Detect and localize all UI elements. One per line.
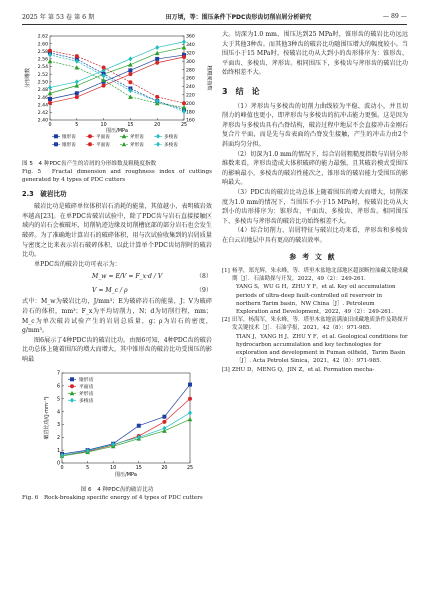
equation-body: M_w = E/V = F_x·d / V — [92, 272, 163, 280]
y2-tick-label: 220 — [186, 93, 195, 99]
legend-marker — [156, 134, 160, 139]
running-header — [22, 10, 407, 22]
series-line — [50, 61, 184, 107]
ref-tag: [3] — [222, 366, 230, 373]
y-tick-label: 6 — [56, 384, 60, 390]
legend-label: 多棱齿 — [79, 398, 94, 404]
data-point — [155, 95, 159, 99]
figure-6 — [22, 369, 212, 485]
y-tick-label: 2.42 — [37, 111, 48, 117]
x-tick-label: 5 — [75, 123, 79, 128]
data-point — [188, 410, 192, 415]
legend-label: 平面齿 — [79, 384, 94, 390]
series-line — [62, 412, 190, 454]
y-tick-label: 2.60 — [37, 42, 48, 48]
fig6-caption-en: Fig. 6 Rock-breaking specific energy of 4 types of PDC cutters — [22, 495, 203, 502]
y-tick-label: 0 — [56, 461, 60, 467]
series-line — [50, 42, 184, 88]
y-tick-label: 7 — [56, 371, 60, 377]
legend-label: 斧形齿 — [130, 135, 144, 140]
data-point — [182, 101, 186, 105]
y2-tick-label: 260 — [186, 76, 195, 82]
y2-tick-label: 360 — [186, 34, 195, 40]
y2-tick-label: 320 — [186, 51, 195, 57]
y-tick-label: 2.50 — [37, 80, 48, 86]
legend-marker — [70, 384, 74, 388]
fig6-caption-cn: 图 6 4 种PDC齿的破岩比功 — [80, 487, 154, 494]
ref-tag: [1] — [222, 268, 230, 275]
paragraph: 单PDC齿的破岩比功可表示为： — [34, 260, 121, 268]
x-tick-label: 0 — [48, 123, 52, 128]
y-tick-label: 2.44 — [37, 103, 48, 109]
reference-3 — [222, 366, 408, 374]
legend-marker — [88, 142, 92, 146]
right-column — [222, 30, 408, 374]
data-point — [48, 59, 53, 63]
section-2-3-heading: 2.3 破岩比功 — [22, 189, 67, 198]
y2-tick-label: 280 — [186, 68, 195, 74]
y2-tick-label: 340 — [186, 43, 195, 49]
y-axis-label: 分形维数 — [25, 67, 31, 89]
legend-label: 平面齿 — [96, 143, 110, 148]
ref-text: ZHU D，MENG Q，JIN Z，et al. Formation mecha- — [232, 366, 375, 373]
issue-info: 2025 年 第 53 卷 第 6 期 — [22, 13, 95, 21]
ref-tag: [2] — [222, 317, 230, 324]
y-tick-label: 2.54 — [37, 65, 48, 71]
data-point — [162, 419, 166, 423]
data-point — [48, 101, 52, 105]
data-point — [102, 84, 106, 88]
y-tick-label: 2.48 — [37, 88, 48, 94]
references-title: 参考文献 — [289, 253, 341, 262]
equation-number: （8） — [195, 272, 212, 280]
y-tick-label: 2.62 — [37, 34, 48, 40]
data-point — [155, 61, 159, 65]
legend-label: 锥形齿 — [62, 143, 76, 148]
legend-marker — [88, 134, 92, 138]
x-tick-label: 25 — [186, 465, 194, 471]
data-point — [128, 68, 132, 72]
y-tick-label: 1 — [56, 448, 60, 454]
fig6-chart — [22, 369, 212, 481]
data-point — [128, 56, 132, 61]
series-line — [62, 398, 190, 455]
data-point — [188, 382, 192, 386]
equation-9 — [22, 283, 212, 297]
x-tick-label: 20 — [154, 123, 161, 128]
header-rule — [22, 24, 407, 25]
y2-tick-label: 180 — [186, 110, 195, 116]
x-axis-label: 围压/MPa — [106, 128, 128, 134]
equation-number: （9） — [195, 286, 212, 294]
data-point — [48, 97, 52, 101]
series-line — [50, 55, 184, 99]
paragraph: 式中：M_w为破岩比功，J/mm³；E为破碎岩石的能量，J；V为破碎岩石的体积，mm³；F_x为平均切削力，N；d为切削行程，mm；M_c为单次破岩试验产生的岩屑总质量，g；ρ为岩石的密度，g/mm³。 — [22, 298, 212, 335]
y2-tick-label: 240 — [186, 85, 195, 91]
legend-label: 斧形齿 — [130, 143, 144, 148]
legend-marker — [70, 377, 74, 381]
x-tick-label: 10 — [110, 465, 117, 471]
y-tick-label: 4 — [56, 409, 60, 415]
x-tick-label: 15 — [135, 465, 142, 471]
legend-label: 多棱齿 — [164, 143, 178, 148]
data-point — [155, 45, 159, 50]
x-tick-label: 0 — [60, 465, 64, 471]
data-point — [188, 416, 193, 420]
reference-1 — [222, 267, 408, 283]
y-tick-label: 2.56 — [37, 57, 48, 63]
reference-1-en: YANG S，WU G H，ZHU Y F，et al. Key oil accumulation periods of ultra-deep fault-controlled oil reservoir in northern Tarim basin，NW China［J］. Petroleum Exploration and Development，2022，49（2）：249-261. — [236, 284, 396, 316]
series-line — [50, 51, 184, 103]
reference-2-en: TIAN J，YANG H J，ZHU Y F，et al. Geological conditions for hydrocarbon accumulation and key technologies for exploration and development in Fuman oilfield，Tarim Basin［J］. Acta Petrolei Sinica，2021，42（8）：971-985. — [236, 333, 408, 365]
y-tick-label: 5 — [56, 396, 60, 402]
legend-marker — [122, 142, 127, 146]
equation-8 — [22, 269, 212, 283]
data-point — [75, 54, 79, 58]
legend-label: 平面齿 — [96, 135, 110, 140]
y-tick-label: 2.58 — [37, 49, 48, 55]
legend-marker — [54, 134, 58, 138]
data-point — [128, 62, 133, 66]
data-point — [75, 91, 79, 95]
data-point — [128, 80, 132, 84]
data-point — [188, 396, 192, 400]
y-tick-label: 2 — [56, 435, 60, 441]
legend-marker — [54, 142, 58, 146]
fig5-chart — [22, 30, 212, 154]
x-tick-label: 15 — [127, 123, 134, 128]
legend-marker — [70, 397, 74, 402]
ref-text: 田军，杨海军，朱永峰，等．塔里木盆地富满油田成藏地质条件及勘探开发关键技术［J］．石油学报，2021，42（8）：971-985． — [232, 317, 409, 332]
legend-label: 锥形齿 — [79, 377, 94, 383]
y-axis-label: 破岩比功/(J·mm⁻³) — [44, 395, 50, 440]
conclusion-3: （3）PDC齿的破岩比功总体上随着围压的增大而增大，切削深度为1.0 mm的情况下，当围压不小于15 MPa时，按破岩比功从大到小的齿形排序为：锥形齿、平面齿、多棱齿、斧形齿。相同围压下，多棱齿与斧形齿的破岩比功始终相差不大。 — [222, 188, 408, 225]
y-tick-label: 3 — [56, 422, 60, 428]
left-column — [22, 30, 212, 506]
reference-2 — [222, 316, 408, 332]
y-tick-label: 2.46 — [37, 95, 48, 101]
legend-label: 多棱齿 — [164, 135, 178, 140]
data-point — [128, 72, 132, 76]
data-point — [102, 66, 106, 70]
plot-frame — [50, 36, 184, 120]
y2-axis-label: 粗糙度指数 — [206, 65, 212, 91]
y-tick-label: 2.40 — [37, 118, 48, 124]
data-point — [137, 423, 141, 427]
y2-tick-label: 200 — [186, 101, 195, 107]
legend-label: 斧形齿 — [79, 391, 94, 397]
y2-tick-label: 160 — [186, 118, 195, 124]
paragraph: 图6展示了4种PDC齿的破岩比功。由图6可知，4种PDC齿的破岩比功总体上随着围压的增大而增大，其中锥形齿的破岩比功受围压的影响最 — [22, 336, 212, 363]
page-number: — 89 — — [382, 12, 407, 20]
fig5-caption-cn: 图 5 4 种PDC齿产生的岩屑的分形维数及粗糙度指数 — [22, 160, 157, 167]
ref-text: 杨孝，郑光辉，朱永峰，等．塔里木盆地北部地区超深断控油藏关键成藏期［J］．石油勘探与开发，2022，49（2）：249-261． — [232, 268, 409, 283]
x-tick-label: 10 — [100, 123, 107, 128]
equation-body: V = M_c / ρ — [92, 286, 128, 294]
data-point — [128, 95, 133, 99]
y-tick-label: 2.52 — [37, 72, 48, 78]
data-point — [75, 95, 79, 99]
running-title: 田万顷，等：围压条件下PDC齿形齿切削岩屑分析研究 — [165, 13, 312, 21]
y2-tick-label: 300 — [186, 59, 195, 65]
series-line — [50, 57, 184, 103]
data-point — [182, 55, 186, 59]
legend-marker — [156, 142, 160, 147]
section-3-heading: 3 结 论 — [222, 86, 260, 96]
paragraph: 破岩比功是破碎单位体积岩石消耗的能量，其值越小，表明破岩效率越高[23]。在单PDC齿破岩试验中，除了PDC齿与岩石直接接触区域内的岩石会被破坏，切削轨迹边缘及切削槽底部的部分岩石也会发生破碎。为了准确地计算岩石的破碎体积，用与次试验收集到的岩屑质量与密度之比来表示岩石破碎体积，以此计算单个PDC齿切削时的破岩比功。 — [22, 203, 212, 259]
x-tick-label: 20 — [161, 465, 168, 471]
conclusion-1: （1）斧形齿与多棱齿的切削力曲线较为平稳、波动小，并且切削力的峰值也更小，即斧形齿与多棱齿的抗冲击能力更强。这是因为斧形齿与多棱齿具有凸脊结构，破岩过程中地层不会直接冲击金刚石复合片平面，而是先与齿表面的凸脊发生接触，产生的冲击力由2个斜面均匀分担。 — [222, 102, 408, 148]
paragraph: 大。切深为1.0 mm、围压达到25 MPa时，锥形齿的破岩比功远远大于其他3种齿。而其他3种齿的破岩比功随围压增大的幅度较小。当围压小于15 MPa时，按破岩比功从大到小的齿形排序为：锥形齿、平面齿、多棱齿、斧形齿。相同围压下，多棱齿与斧形齿的破岩比功始终相差不大。 — [222, 31, 408, 77]
data-point — [162, 414, 166, 418]
data-point — [155, 57, 159, 61]
legend-label: 锥形齿 — [62, 135, 76, 140]
figure-5 — [22, 30, 212, 158]
data-point — [48, 49, 52, 53]
fig5-caption-en: Fig. 5 Fractal dimension and roughness index of cuttings generated by 4 types of PDC cutters — [22, 168, 212, 183]
x-tick-label: 5 — [86, 465, 90, 471]
data-point — [75, 79, 79, 84]
conclusion-4: （4）综合切削力、岩屑特征与破岩比功来看，斧形齿和多棱齿在白云岩地层中具有更高的破岩效率。 — [222, 227, 408, 244]
x-axis-label: 围压/MPa — [115, 471, 137, 478]
conclusion-2: （2）切深为1.0 mm的情况下，综合岩屑粗糙度指数与岩屑分形维数来看，斧形齿造成大体积破碎的能力最强，且其破岩模式受围压的影响最小，多棱齿的破岩性能次之，锥形齿的破岩能力受围压的影响最大。 — [222, 150, 408, 187]
series-line — [50, 47, 184, 93]
x-tick-label: 25 — [180, 123, 188, 128]
